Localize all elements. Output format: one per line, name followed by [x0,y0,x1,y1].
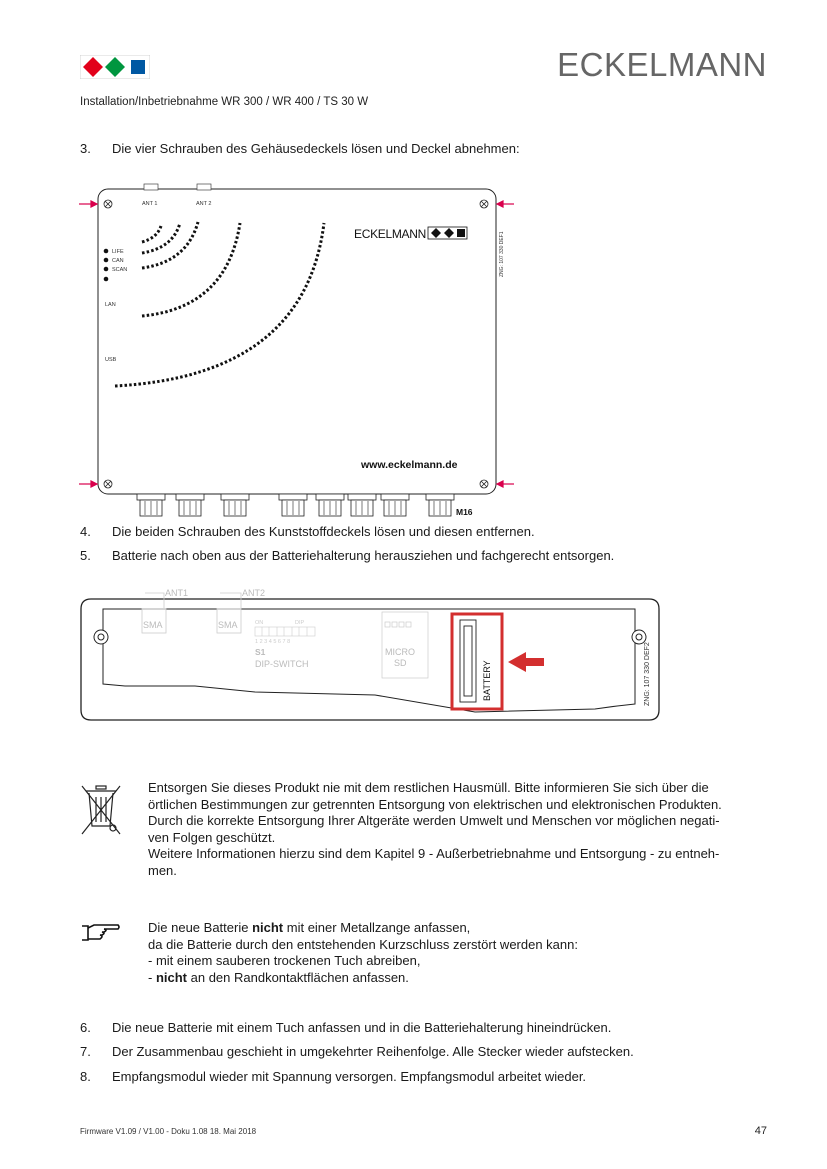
red-diamond-icon [83,57,103,77]
step-number: 7. [80,1044,91,1059]
step-number: 8. [80,1069,91,1084]
disposal-note [148,780,778,879]
note-line: - mit einem sauberen trockenen Tuch abreiben, [148,953,421,968]
note-line: örtlichen Bestimmungen zur getrennten Entsorgung von elektrischen und elektronischen Produkten. [148,796,722,812]
m16-label: M16 [456,507,473,517]
note-line: ven Folgen geschützt. [148,829,276,845]
housing-url: www.eckelmann.de [361,459,458,471]
step-number: 6. [80,1020,91,1035]
drawing-number-2: ZNG: 107 330 DEF2 [644,642,651,706]
note-line: - nicht an den Randkontaktflächen anfassen. [148,969,409,985]
micro-label: MICRO [385,647,415,657]
drawing-number-1: ZNG: 107 330 DEF1 [499,231,505,277]
housing-logo-icon [428,227,467,239]
blue-square-icon [131,60,145,74]
sma-label: SMA [218,620,238,630]
brand-wordmark: ECKELMANN [557,46,767,83]
led-scan-label: SCAN [112,267,128,273]
document-subtitle: Installation/Inbetriebnahme WR 300 / WR 400 / TS 30 W [80,96,369,108]
note-line: da die Batterie durch den entstehenden Kurzschluss zerstört werden kann: [148,936,578,952]
weee-bin-icon [80,782,124,838]
step-3 [80,141,780,157]
step-text: Batterie nach oben aus der Batteriehalterung herausziehen und fachgerecht entsorgen. [112,548,615,563]
battery-label: BATTERY [482,660,492,701]
housing-brand-label: ECKELMANN [354,227,426,241]
led-can-label: CAN [112,258,124,264]
ant2-label: ANT 2 [196,201,212,207]
step-number: 4. [80,524,91,539]
step-text: Empfangsmodul wieder mit Spannung versorgen. Empfangsmodul arbeitet wieder. [112,1069,587,1084]
step-text: Die beiden Schrauben des Kunststoffdeckels lösen und diesen entfernen. [112,524,535,539]
step-text: Die vier Schrauben des Gehäusedeckels lösen und Deckel abnehmen: [112,141,520,156]
housing-cover-figure [75,182,525,520]
note-line: men. [148,862,177,878]
eckelmann-logo-squares [80,55,150,79]
ant1-label: ANT 1 [142,201,158,207]
dip-label: DIP [295,620,305,626]
step-4 [80,524,780,540]
cable-gland-icon [137,494,454,516]
note-line: Entsorgen Sie dieses Produkt nie mit dem restlichen Hausmüll. Bitte informieren Sie sich über die [148,780,709,795]
lan-label: LAN [105,302,116,308]
ant1-label: ANT1 [165,588,189,598]
dip-switch-label: DIP-SWITCH [255,659,309,669]
s1-label: S1 [255,647,266,657]
note-line: Die neue Batterie nicht mit einer Metallzange anfassen, [148,920,471,935]
step-text: Die neue Batterie mit einem Tuch anfassen und in die Batteriehalterung hineindrücken. [112,1020,612,1035]
battery-holder-icon [460,620,476,702]
sd-label: SD [394,658,407,668]
step-text: Der Zusammenbau geschieht in umgekehrter Reihenfolge. Alle Stecker wieder aufstecken. [112,1044,634,1059]
step-6 [80,1020,780,1036]
usb-label: USB [105,357,117,363]
hint-note [148,920,778,986]
ant2-label: ANT2 [242,588,266,598]
note-line: Durch die korrekte Entsorgung Ihrer Altgeräte werden Umwelt und Menschen vor möglichen negati- [148,813,720,828]
footer-text: Firmware V1.09 / V1.00 - Doku 1.08 18. Mai 2018 [80,1127,257,1136]
pointing-hand-icon [80,922,122,942]
step-5 [80,548,780,564]
sma-label: SMA [143,620,163,630]
page-number: 47 [754,1125,767,1137]
step-7 [80,1044,780,1060]
dip-numbers: 1 2 3 4 5 6 7 8 [255,639,291,645]
led-life-label: LIFE [112,249,124,255]
green-diamond-icon [105,57,125,77]
step-number: 3. [80,141,91,156]
dip-on-label: ON [255,620,264,626]
step-number: 5. [80,548,91,563]
step-8 [80,1069,780,1085]
battery-figure [75,582,665,732]
note-line: Weitere Informationen hierzu sind dem Kapitel 9 - Außerbetriebnahme und Entsorgung - zu entneh- [148,846,720,861]
